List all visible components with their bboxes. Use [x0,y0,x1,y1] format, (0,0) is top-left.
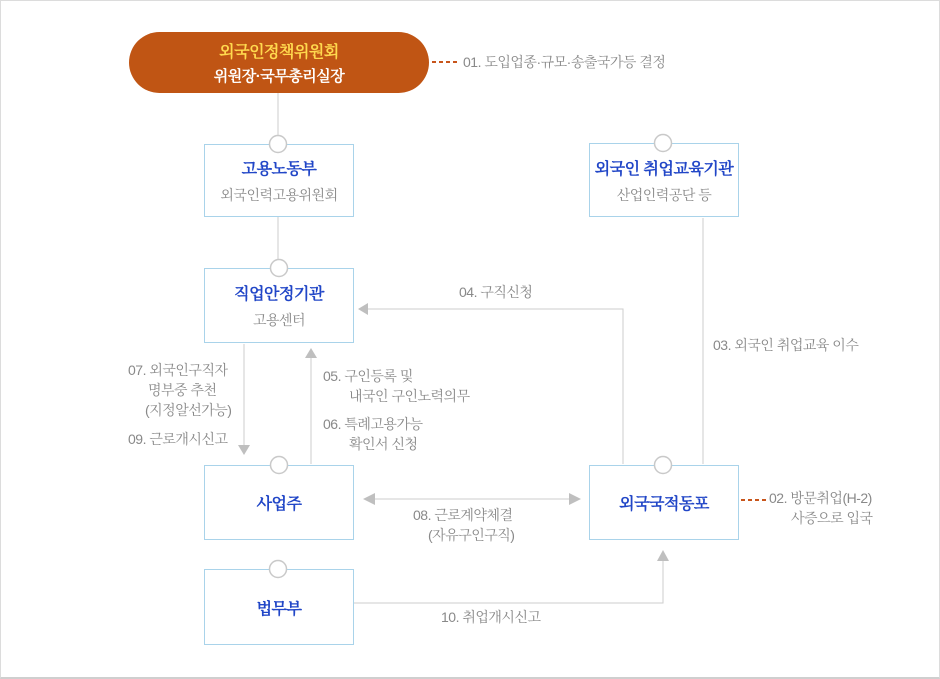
node-edu-subtitle: 산업인력공단 등 [616,186,712,203]
arrowhead-step04-left [358,303,368,315]
arrowhead-step10-up [657,550,669,561]
node-policy-title: 외국인정책위원회 [219,44,339,61]
node-ministry-of-employment-labor [204,144,354,217]
node-foreigner-employment-education-institution [589,143,739,217]
step-07-label [128,360,231,420]
step-08-label [413,505,514,545]
node-moel-subtitle: 외국인력고용위원회 [220,187,338,203]
step-05-label [323,366,470,406]
step-05-line2: 내국인 구인노력의무 [349,388,470,404]
step-01-label [463,52,665,72]
node-employer [204,465,354,540]
node-job-security-agency [204,268,354,343]
node-policy-subtitle: 위원장·국무총리실장 [213,68,345,85]
node-job-title: 직업안정기관 [234,286,324,303]
step-02-line1: 02. 방문취업(H-2) [769,490,872,506]
step-09-text: 09. 근로개시신고 [128,431,228,447]
arrowhead-up-job [305,348,317,358]
step-05-line1: 05. 구인등록 및 [323,368,413,384]
step-02-line2: 사증으로 입국 [791,510,873,526]
line-moj-to-compatriot-step10 [354,561,663,603]
node-moj-title: 법무부 [256,600,302,618]
node-moel-title: 고용노동부 [241,161,317,178]
step-04-label [459,282,532,302]
step-10-text: 10. 취업개시신고 [441,609,541,625]
step-06-line2: 확인서 신청 [349,436,418,452]
step-07-line1: 07. 외국인구직자 [128,362,228,378]
node-edu-title: 외국인 취업교육기관 [594,160,734,178]
arrowhead-down-employer [238,445,250,455]
node-policy-committee [129,32,429,93]
step-06-line1: 06. 특례고용가능 [323,416,423,432]
node-job-subtitle: 고용센터 [252,312,306,328]
step-03-text: 03. 외국인 취업교육 이수 [713,337,859,353]
step-07-line3: (지정알선가능) [145,402,232,418]
step-03-label [713,335,858,355]
step-06-label [323,414,423,454]
node-employer-title: 사업주 [256,496,302,513]
node-foreign-nationality-compatriot [589,465,739,540]
step-07-line2: 명부중 추천 [148,382,217,398]
step-08-line1: 08. 근로계약체결 [413,507,513,523]
arrowhead-step08-left [363,493,375,505]
arrowhead-step08-right [569,493,581,505]
step-10-label [441,607,541,627]
step-04-text: 04. 구직신청 [459,284,533,300]
step-01-text: 01. 도입업종·규모·송출국가등 결정 [463,54,666,70]
node-compatriot-title: 외국국적동포 [619,496,709,513]
step-08-line2: (자유구인구직) [428,527,515,543]
node-ministry-of-justice [204,569,354,645]
step-02-label [769,488,873,528]
step-09-label [128,429,228,449]
